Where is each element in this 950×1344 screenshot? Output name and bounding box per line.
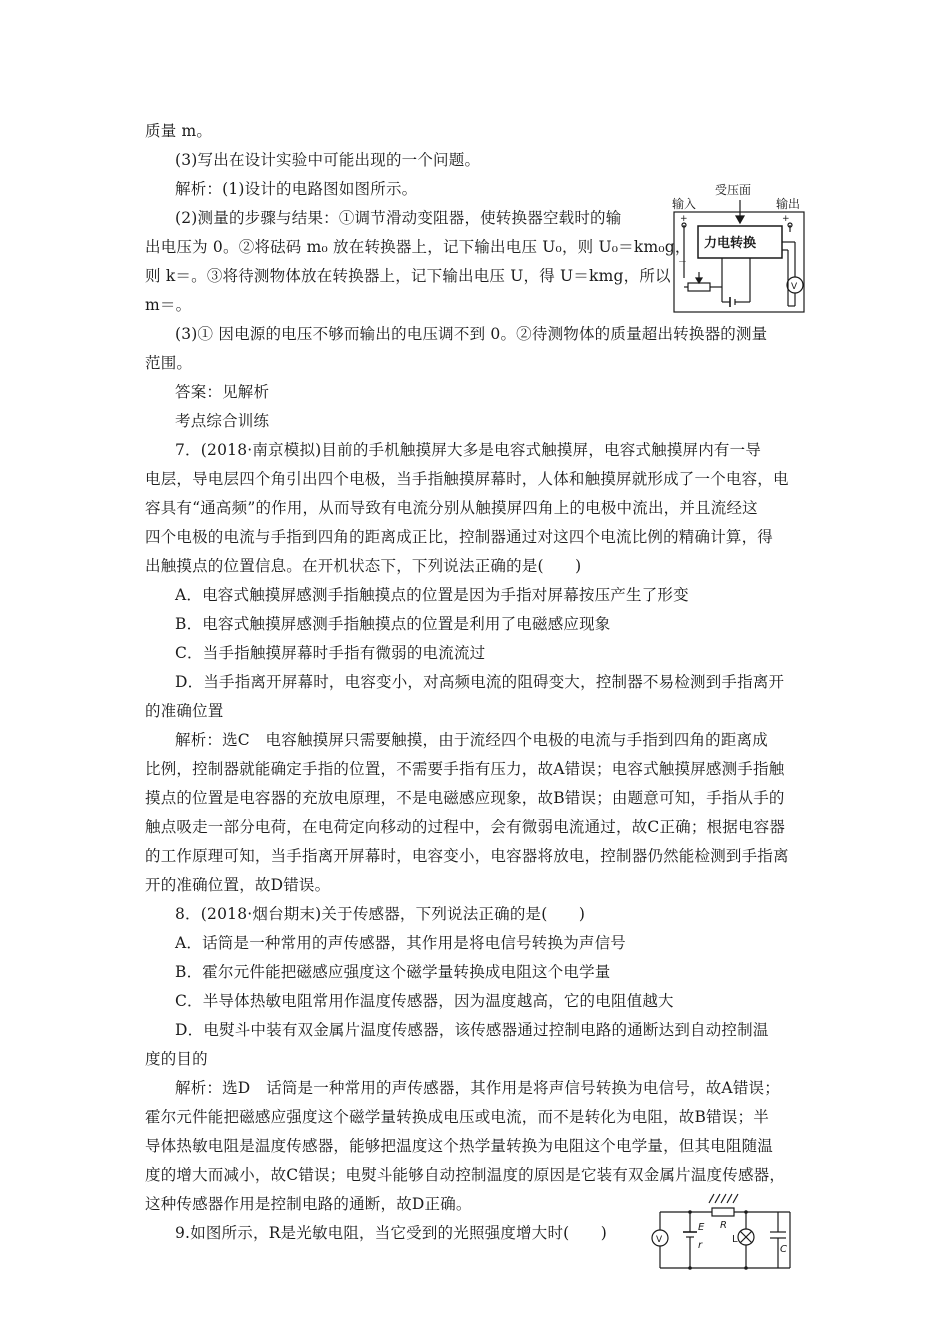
text-line-1: 质量 m。 <box>145 122 213 140</box>
photoresistor-circuit-figure <box>650 1190 800 1276</box>
label-L: L <box>732 1234 738 1245</box>
text-line-30: B．霍尔元件能把磁感应强度这个磁学量转换成电阻这个电学量 <box>175 963 611 981</box>
text-line-39: 9.如图所示，R是光敏电阻，当它受到的光照强度增大时( ) <box>175 1224 608 1242</box>
text-line-7: m＝。 <box>145 296 192 314</box>
text-line-8: (3)① 因电源的电压不够而输出的电压调不到 0。②待测物体的质量超出转换器的测量 <box>175 325 768 343</box>
text-line-26: 的工作原理可知，当手指离开屏幕时，电容变小，电容器将放电，控制器仍然能检测到手指离 <box>145 847 789 865</box>
label-C: C <box>780 1244 787 1255</box>
label-R: R <box>720 1220 727 1231</box>
label-input: 输入 <box>672 197 697 211</box>
text-line-17: A．电容式触摸屏感测手指触摸点的位置是因为手指对屏幕按压产生了形变 <box>175 586 689 604</box>
label-pressure-face: 受压面 <box>715 183 752 197</box>
text-line-31: C．半导体热敏电阻常用作温度传感器，因为温度越高，它的电阻值越大 <box>175 992 674 1010</box>
text-line-10: 答案：见解析 <box>175 383 270 401</box>
text-line-19: C．当手指触摸屏幕时手指有微弱的电流流过 <box>175 644 486 662</box>
text-line-14: 容具有“通高频”的作用，从而导致有电流分别从触摸屏四角上的电极中流出，并且流经这 <box>145 499 758 517</box>
text-line-22: 解析：选C 电容触摸屏只需要触摸，由于流经四个电极的电流与手指到四角的距离成 <box>175 731 768 749</box>
text-line-3: 解析：(1)设计的电路图如图所示。 <box>175 180 418 198</box>
label-voltmeter-2: V <box>656 1235 663 1245</box>
text-line-27: 开的准确位置，故D错误。 <box>145 876 331 894</box>
text-line-6: 则 k＝。③将待测物体放在转换器上，记下输出电压 U，得 U＝kmg，所以 <box>145 267 671 285</box>
label-input-plus: + <box>680 214 688 224</box>
text-line-38: 这种传感器作用是控制电路的通断，故D正确。 <box>145 1195 472 1213</box>
text-line-21: 的准确位置 <box>145 702 224 720</box>
label-output-plus: + <box>782 214 790 224</box>
text-line-13: 电层，导电层四个角引出四个电极，当手指触摸屏幕时，人体和触摸屏就形成了一个电容，电 <box>145 470 789 488</box>
text-line-24: 摸点的位置是电容器的充放电原理，不是电磁感应现象，故B错误；由题意可知，手指从手的 <box>145 789 785 807</box>
text-line-11: 考点综合训练 <box>175 412 270 430</box>
text-line-34: 解析：选D 话筒是一种常用的声传感器，其作用是将声信号转换为电信号，故A错误； <box>175 1079 780 1097</box>
text-line-25: 触点吸走一部分电荷，在电荷定向移动的过程中，会有微弱电流通过，故C正确；根据电容器 <box>145 818 786 836</box>
label-output: 输出 <box>776 197 801 211</box>
text-line-16: 出触摸点的位置信息。在开机状态下，下列说法正确的是( ) <box>145 557 582 575</box>
text-line-33: 度的目的 <box>145 1050 208 1068</box>
text-line-28: 8．(2018·烟台期末)关于传感器，下列说法正确的是( ) <box>175 905 586 923</box>
label-converter: 力电转换 <box>704 236 757 251</box>
text-line-20: D．当手指离开屏幕时，电容变小，对高频电流的阻碍变大，控制器不易检测到手指离开 <box>175 673 785 691</box>
text-line-23: 比例，控制器就能确定手指的位置，不需要手指有压力，故A错误；电容式触摸屏感测手指触 <box>145 760 785 778</box>
text-line-35: 霍尔元件能把磁感应强度这个磁学量转换成电压或电流，而不是转化为电阻，故B错误；半 <box>145 1108 769 1126</box>
text-line-9: 范围。 <box>145 354 193 372</box>
text-line-37: 度的增大而减小，故C错误；电熨斗能够自动控制温度的原因是它装有双金属片温度传感器， <box>145 1166 786 1184</box>
text-line-18: B．电容式触摸屏感测手指触摸点的位置是利用了电磁感应现象 <box>175 615 611 633</box>
text-line-2: (3)写出在设计实验中可能出现的一个问题。 <box>175 151 481 169</box>
text-line-36: 导体热敏电阻是温度传感器，能够把温度这个热学量转换为电阻这个电学量，但其电阻随温 <box>145 1137 774 1155</box>
label-voltmeter: V <box>791 282 798 292</box>
label-E: E <box>698 1222 705 1233</box>
text-line-15: 四个电极的电流与手指到四角的距离成正比，控制器通过对这四个电流比例的精确计算，得 <box>145 528 774 546</box>
converter-circuit-figure <box>660 180 820 315</box>
text-line-32: D．电熨斗中装有双金属片温度传感器，该传感器通过控制电路的通断达到自动控制温 <box>175 1021 769 1039</box>
text-line-4: (2)测量的步骤与结果：①调节滑动变阻器，使转换器空载时的输 <box>175 209 622 227</box>
label-input-minus: － <box>678 258 688 268</box>
label-r: r <box>698 1240 703 1251</box>
text-line-12: 7．(2018·南京模拟)目前的手机触摸屏大多是电容式触摸屏，电容式触摸屏内有一导 <box>175 441 762 459</box>
text-line-5: 出电压为 0。②将砝码 m₀ 放在转换器上，记下输出电压 U₀，则 U₀＝km₀g， <box>145 238 691 256</box>
text-line-29: A．话筒是一种常用的声传感器，其作用是将电信号转换为声信号 <box>175 934 626 952</box>
